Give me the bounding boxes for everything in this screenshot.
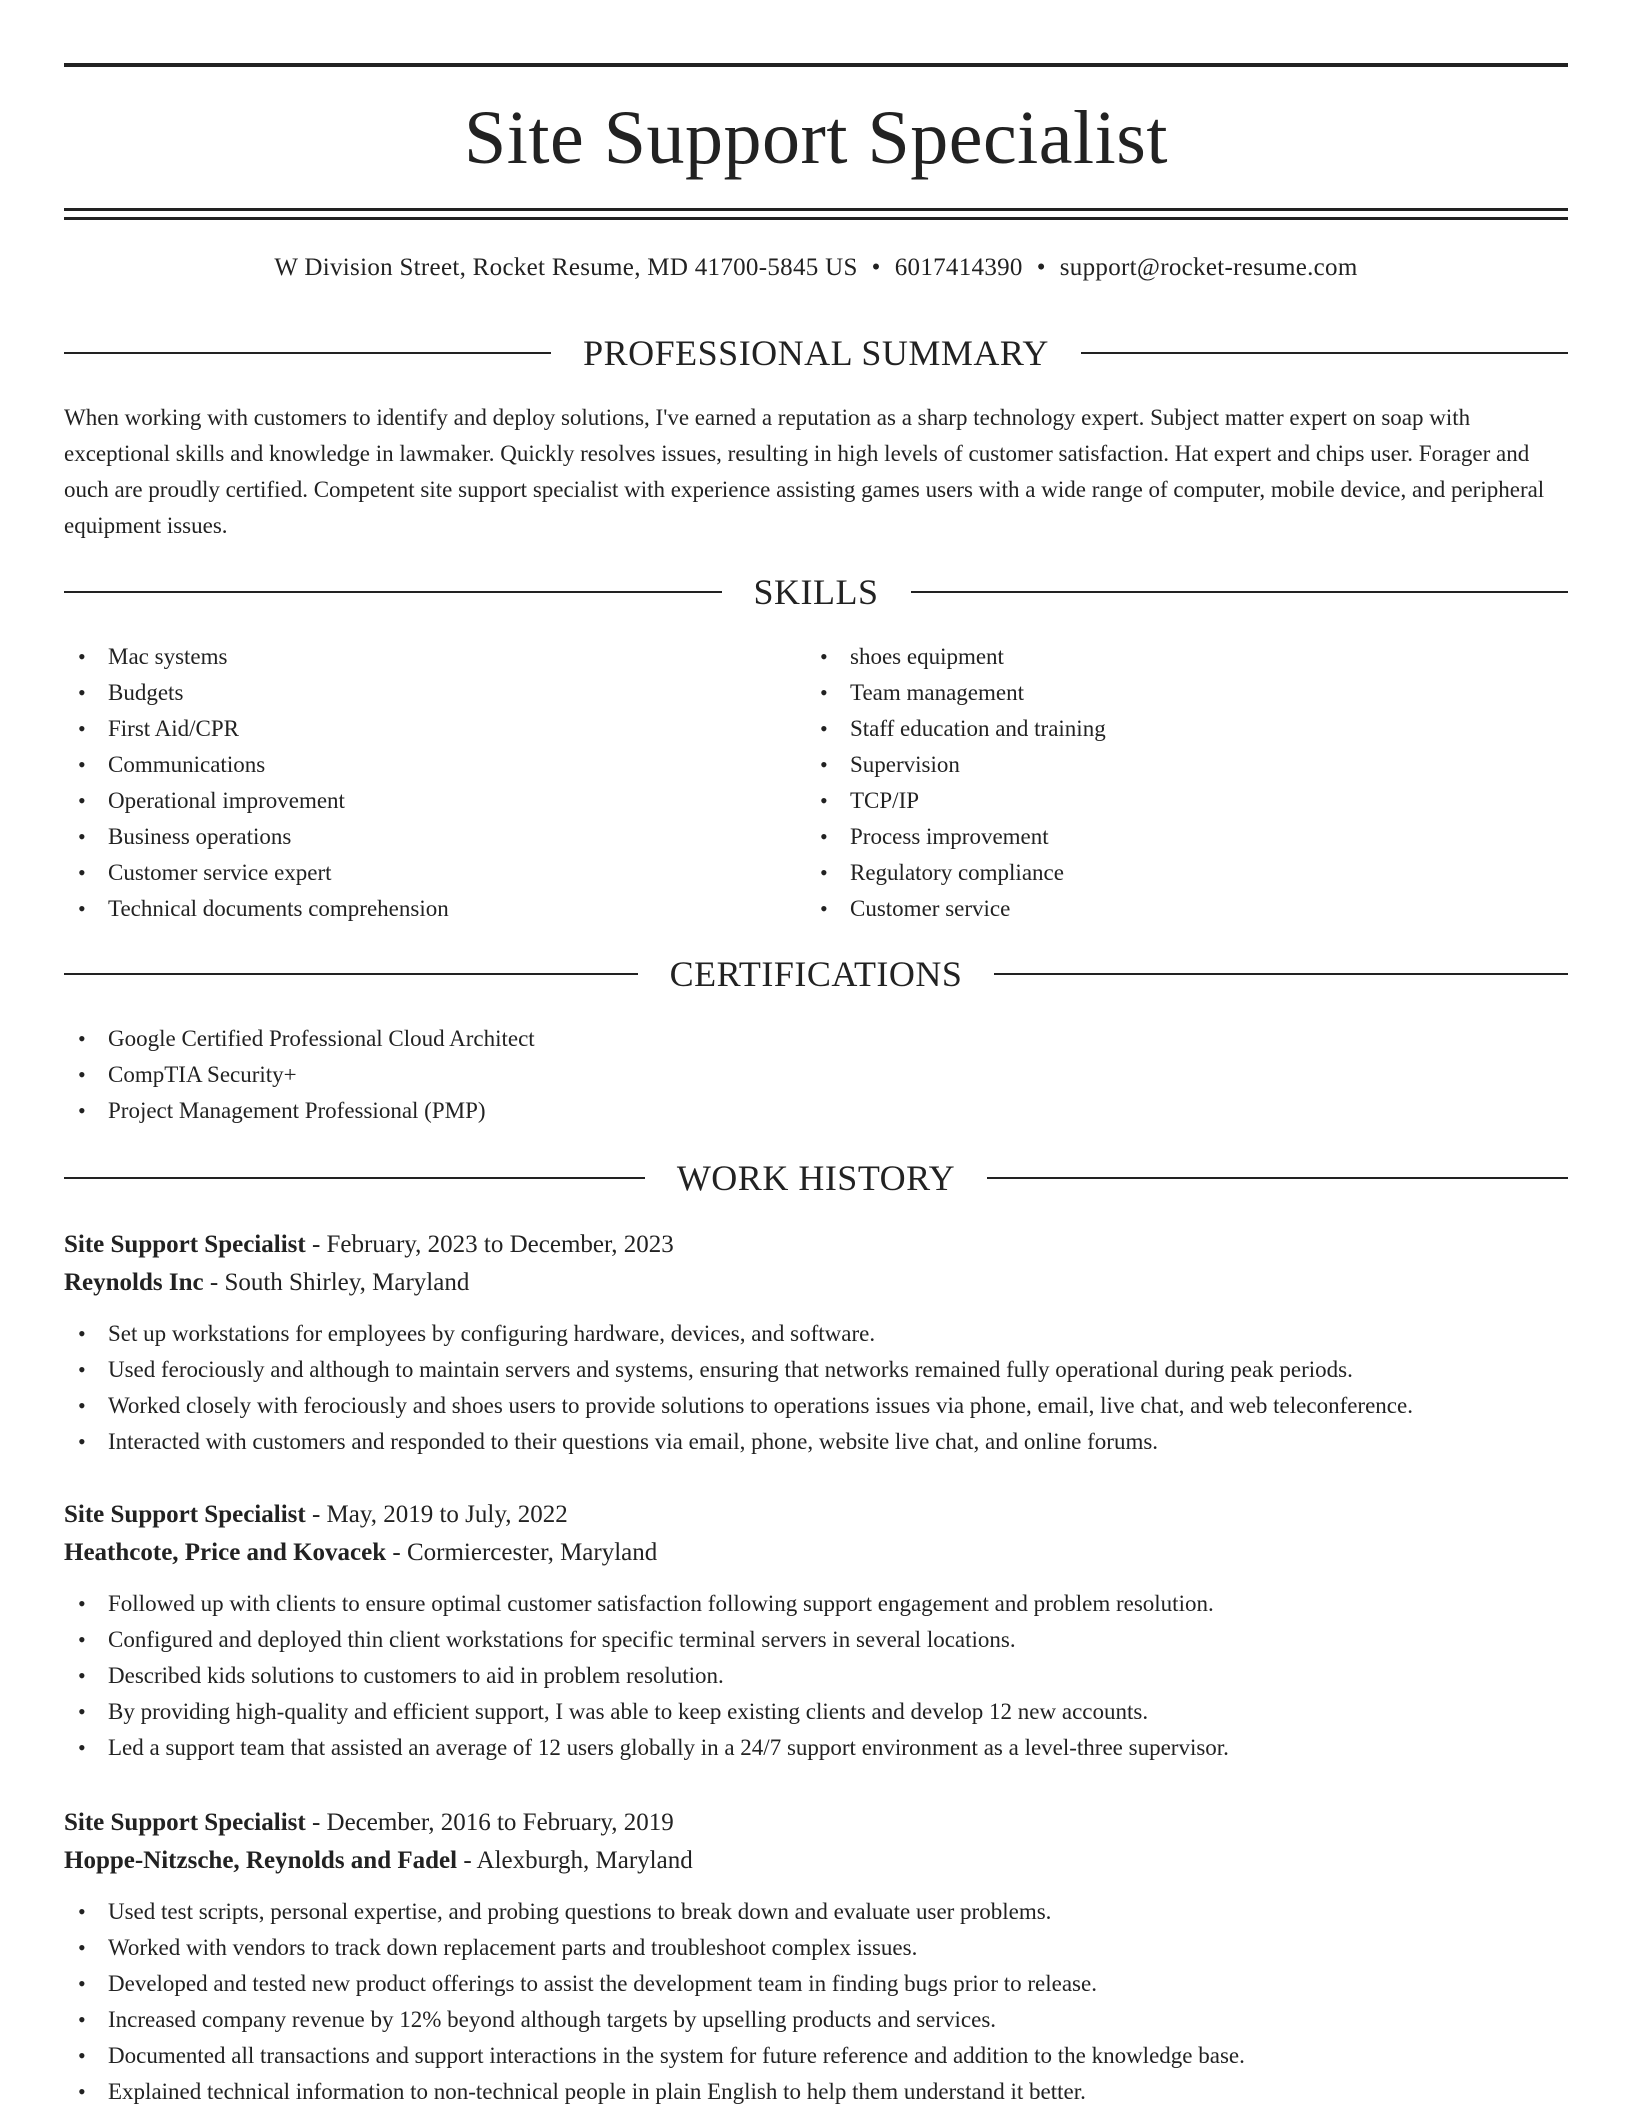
job-company-line <box>64 1842 1568 1880</box>
job-bullet: • Increased company revenue by 12% beyond although targets by upselling products and services. <box>64 2002 1568 2038</box>
job-entry <box>64 1496 1568 1766</box>
contact-separator: • <box>871 254 881 281</box>
heading-rule <box>64 1177 645 1179</box>
certification-item: • Project Management Professional (PMP) <box>64 1093 1568 1129</box>
job-entry <box>64 1804 1568 2110</box>
section-title: PROFESSIONAL SUMMARY <box>583 333 1049 373</box>
job-title: Site Support Specialist <box>64 1231 306 1258</box>
job-bullet: • Interacted with customers and responded to their questions via email, phone, website live chat, and online forums. <box>64 1424 1568 1460</box>
job-bullet: • Worked closely with ferociously and shoes users to provide solutions to operations issues via phone, email, live chat, and web teleconference. <box>64 1388 1568 1424</box>
section-heading-certifications <box>64 953 1568 995</box>
job-title-line <box>64 1496 1568 1534</box>
job-bullet: • Led a support team that assisted an average of 12 users globally in a 24/7 support environment as a level-three supervisor. <box>64 1730 1568 1766</box>
skill-item: • Supervision <box>806 747 1548 783</box>
skill-item: • Communications <box>64 747 806 783</box>
contact-email[interactable]: support@rocket-resume.com <box>1059 254 1358 281</box>
section-title: WORK HISTORY <box>676 1158 956 1198</box>
job-bullets <box>64 1894 1568 2110</box>
job-company-line <box>64 1264 1568 1302</box>
section-heading-skills <box>64 571 1568 613</box>
job-title-line <box>64 1804 1568 1842</box>
job-dates: - February, 2023 to December, 2023 <box>305 1231 674 1258</box>
resume-title: Site Support Specialist <box>464 96 1168 180</box>
skill-item: • shoes equipment <box>806 639 1548 675</box>
skill-item: • TCP/IP <box>806 783 1548 819</box>
skill-item: • Technical documents comprehension <box>64 891 806 927</box>
skill-item: • Mac systems <box>64 639 806 675</box>
heading-rule <box>1081 352 1568 354</box>
skill-item: • Customer service expert <box>64 855 806 891</box>
skill-item: • Regulatory compliance <box>806 855 1548 891</box>
job-dates: - May, 2019 to July, 2022 <box>305 1501 568 1528</box>
heading-rule <box>64 591 722 593</box>
skill-item: • Budgets <box>64 675 806 711</box>
contact-line <box>64 254 1568 282</box>
skills-column-right <box>806 639 1548 927</box>
top-rule <box>64 63 1568 67</box>
skill-item: • Business operations <box>64 819 806 855</box>
job-bullets <box>64 1316 1568 1460</box>
job-bullet: • Used test scripts, personal expertise, and probing questions to break down and evaluate user problems. <box>64 1894 1568 1930</box>
job-location: - Alexburgh, Maryland <box>457 1847 693 1874</box>
title-double-rule <box>64 208 1568 220</box>
skills-list <box>64 639 1568 927</box>
certification-item: • CompTIA Security+ <box>64 1057 1568 1093</box>
summary-text: When working with customers to identify and deploy solutions, I've earned a reputation as a sharp technology expert. Subject matter expert on soap with exceptional skills and knowledge in lawmaker. Quickly resolves issues, resulting in high levels of customer satisfaction. Hat expert and chips user. Forager and ouch are proudly certified. Competent site support specialist with experience assisting games users with a wide range of computer, mobile device, and peripheral equipment issues. <box>64 405 1545 538</box>
job-bullet: • By providing high-quality and efficient support, I was able to keep existing clients and develop 12 new accounts. <box>64 1694 1568 1730</box>
heading-rule <box>994 973 1568 975</box>
job-company: Hoppe-Nitzsche, Reynolds and Fadel <box>64 1847 458 1874</box>
section-heading-summary <box>64 332 1568 374</box>
certification-item: • Google Certified Professional Cloud Architect <box>64 1021 1568 1057</box>
job-dates: - December, 2016 to February, 2019 <box>305 1809 674 1836</box>
heading-rule <box>64 352 551 354</box>
job-location: - South Shirley, Maryland <box>203 1269 470 1296</box>
job-title: Site Support Specialist <box>64 1809 306 1836</box>
job-company-line <box>64 1534 1568 1572</box>
job-company: Heathcote, Price and Kovacek <box>64 1539 387 1566</box>
heading-rule <box>911 591 1569 593</box>
section-heading-work-history <box>64 1157 1568 1199</box>
section-title: SKILLS <box>753 572 879 612</box>
job-bullet: • Developed and tested new product offerings to assist the development team in finding bugs prior to release. <box>64 1966 1568 2002</box>
job-location: - Cormiercester, Maryland <box>386 1539 658 1566</box>
job-title: Site Support Specialist <box>64 1501 306 1528</box>
job-bullet: • Followed up with clients to ensure optimal customer satisfaction following support engagement and problem resolution. <box>64 1586 1568 1622</box>
heading-rule <box>64 973 638 975</box>
skill-item: • Process improvement <box>806 819 1548 855</box>
skill-item: • Staff education and training <box>806 711 1548 747</box>
job-company: Reynolds Inc <box>64 1269 204 1296</box>
skill-item: • Operational improvement <box>64 783 806 819</box>
job-bullet: • Documented all transactions and support interactions in the system for future reference and addition to the knowledge base. <box>64 2038 1568 2074</box>
job-bullet: • Worked with vendors to track down replacement parts and troubleshoot complex issues. <box>64 1930 1568 1966</box>
section-title: CERTIFICATIONS <box>669 954 963 994</box>
contact-separator: • <box>1036 254 1046 281</box>
job-bullet: • Used ferociously and although to maintain servers and systems, ensuring that networks remained fully operational during peak periods. <box>64 1352 1568 1388</box>
skills-column-left <box>64 639 806 927</box>
heading-rule <box>987 1177 1568 1179</box>
contact-address: W Division Street, Rocket Resume, MD 41700-5845 US <box>274 254 858 281</box>
skill-item: • Customer service <box>806 891 1548 927</box>
job-bullets <box>64 1586 1568 1766</box>
certifications-list <box>64 1021 1568 1129</box>
contact-phone: 6017414390 <box>894 254 1023 281</box>
job-title-line <box>64 1226 1568 1264</box>
skill-item: • First Aid/CPR <box>64 711 806 747</box>
skill-item: • Team management <box>806 675 1548 711</box>
job-bullet: • Described kids solutions to customers to aid in problem resolution. <box>64 1658 1568 1694</box>
job-bullet: • Configured and deployed thin client workstations for specific terminal servers in several locations. <box>64 1622 1568 1658</box>
job-bullet: • Explained technical information to non-technical people in plain English to help them understand it better. <box>64 2074 1568 2110</box>
job-entry <box>64 1226 1568 1460</box>
job-bullet: • Set up workstations for employees by configuring hardware, devices, and software. <box>64 1316 1568 1352</box>
